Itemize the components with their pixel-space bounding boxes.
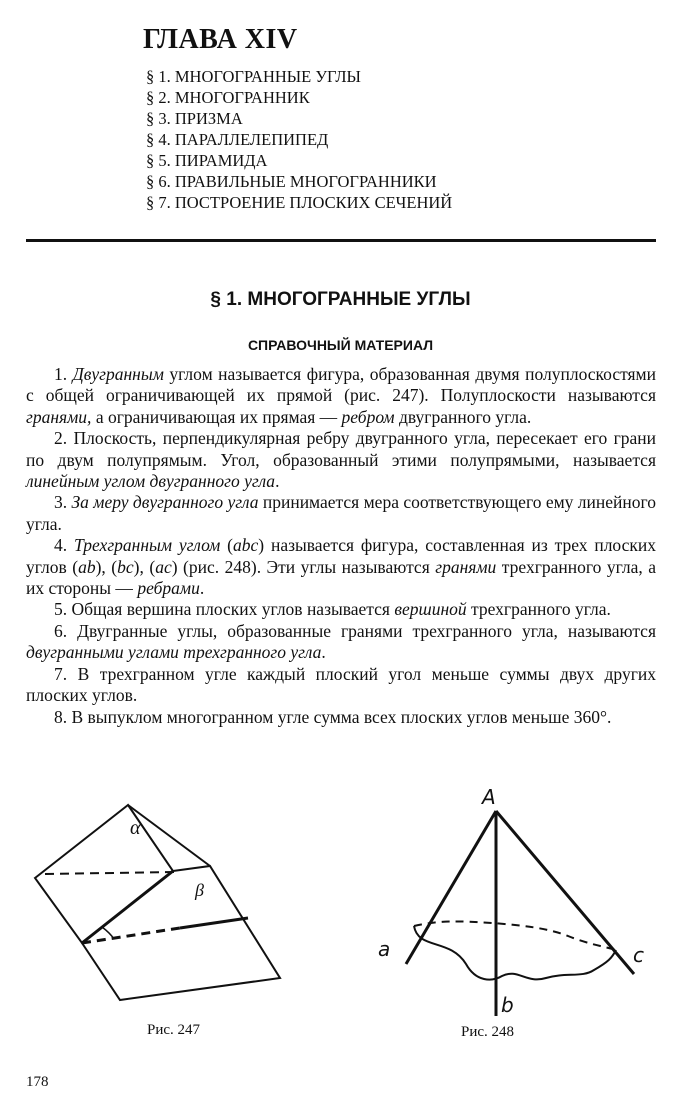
text-run: ( [220, 535, 234, 556]
text-run: 2. Плоскость, перпендикулярная ребру двугранного угла, пересекает его грани по двум полупрямым. Угол, образованный этими полупрямыми, называется [26, 428, 656, 470]
paragraph-2 [26, 428, 656, 492]
italic-term: bc [117, 556, 134, 577]
toc-item[interactable]: § 4. ПАРАЛЛЕЛЕПИПЕД [146, 130, 329, 149]
label-vertex-A: A [482, 785, 496, 809]
label-edge-c: c [633, 943, 644, 967]
italic-term: гранями [435, 556, 497, 577]
section-subheading: СПРАВОЧНЫЙ МАТЕРИАЛ [247, 337, 434, 353]
toc-item[interactable]: § 6. ПРАВИЛЬНЫЕ МНОГОГРАННИКИ [146, 172, 437, 191]
paragraph-8 [26, 707, 656, 728]
page-number: 178 [26, 1074, 49, 1090]
table-of-contents [146, 66, 452, 213]
italic-term: двугранными углами трехгранного угла [26, 642, 322, 663]
paragraph-6 [26, 621, 656, 664]
hidden-section-curve [414, 921, 616, 950]
text-run: трехгранного угла. [466, 599, 611, 620]
toc-item[interactable]: § 3. ПРИЗМА [146, 109, 243, 128]
paragraph-5 [26, 599, 656, 620]
text-run: ) называется фигура, составленная из трех плоских углов ( [26, 535, 657, 577]
figure-247-dihedral-angle [30, 800, 330, 1015]
toc-item[interactable]: § 7. ПОСТРОЕНИЕ ПЛОСКИХ СЕЧЕНИЙ [146, 193, 453, 212]
italic-term: Двугранным [72, 364, 164, 384]
paragraph-7 [26, 664, 656, 707]
label-edge-b: b [501, 993, 514, 1017]
plane-beta [82, 866, 280, 1000]
paragraph-4 [26, 535, 656, 599]
reference-material-text [26, 364, 656, 728]
label-edge-a: a [378, 937, 391, 961]
italic-term: ac [155, 556, 172, 577]
text-run: 3. [54, 492, 72, 513]
italic-term: ребрами [137, 578, 200, 599]
plane-alpha [35, 805, 173, 943]
figure-248-caption: Рис. 248 [461, 1024, 515, 1040]
label-beta: β [195, 880, 204, 900]
text-run: 5. Общая вершина плоских углов называется [54, 599, 395, 620]
paragraph-3 [26, 492, 656, 535]
linear-angle-side-solid [180, 918, 248, 928]
text-run: . [321, 642, 326, 663]
text-run: принимается мера соответствующего ему линейного угла. [26, 492, 656, 534]
horizontal-divider [26, 239, 656, 242]
edge-a [406, 811, 496, 964]
section-curve [414, 926, 616, 980]
figure-247-caption: Рис. 247 [147, 1022, 201, 1038]
italic-term: abc [233, 535, 259, 556]
paragraph-1 [26, 364, 656, 428]
text-run: . [275, 471, 280, 492]
label-alpha: α [130, 817, 141, 839]
hidden-line [45, 872, 175, 874]
italic-term: Трехгранным углом [73, 535, 221, 556]
text-run: 8. В выпуклом многогранном угле сумма всех плоских углов меньше 360°. [54, 706, 612, 727]
italic-term: гранями, [26, 406, 92, 427]
angle-arc [102, 927, 114, 939]
text-run: 6. Двугранные углы, образованные гранями трехгранного угла, называются [54, 620, 656, 641]
toc-item[interactable]: § 1. МНОГОГРАННЫЕ УГЛЫ [146, 67, 361, 86]
chapter-title: ГЛАВА XIV [143, 24, 298, 55]
toc-item[interactable]: § 2. МНОГОГРАННИК [146, 88, 310, 107]
text-run: ), ( [133, 556, 156, 577]
text-run: ), ( [95, 556, 118, 577]
figure-248-trihedral-angle [370, 778, 660, 1018]
italic-term: линейным углом двугранного угла [26, 471, 276, 492]
text-run: ) (рис. 248). Эти углы называются [171, 556, 436, 577]
text-run: двугранного угла. [394, 406, 532, 427]
toc-item[interactable]: § 5. ПИРАМИДА [146, 151, 268, 170]
section-title: § 1. МНОГОГРАННЫЕ УГЛЫ [210, 289, 471, 310]
text-run: трехгранного угла, а их стороны — [26, 556, 657, 599]
text-run: . [199, 578, 205, 599]
italic-term: вершиной [394, 599, 467, 620]
text-run: 4. [54, 535, 74, 556]
italic-term: ab [78, 556, 96, 577]
text-run: углом называется фигура, образованная двумя полуплоскостями с общей ограничивающей их прямой (рис. 247). Полуплоскости называются [26, 364, 656, 406]
text-run: 1. [54, 364, 73, 384]
text-run: 7. В трехгранном угле каждый плоский угол меньше суммы двух других плоских углов. [26, 663, 656, 706]
text-run: а ограничивающая их прямая — [91, 406, 342, 427]
italic-term: ребром [341, 406, 395, 427]
italic-term: За меру двугранного угла [71, 492, 259, 513]
